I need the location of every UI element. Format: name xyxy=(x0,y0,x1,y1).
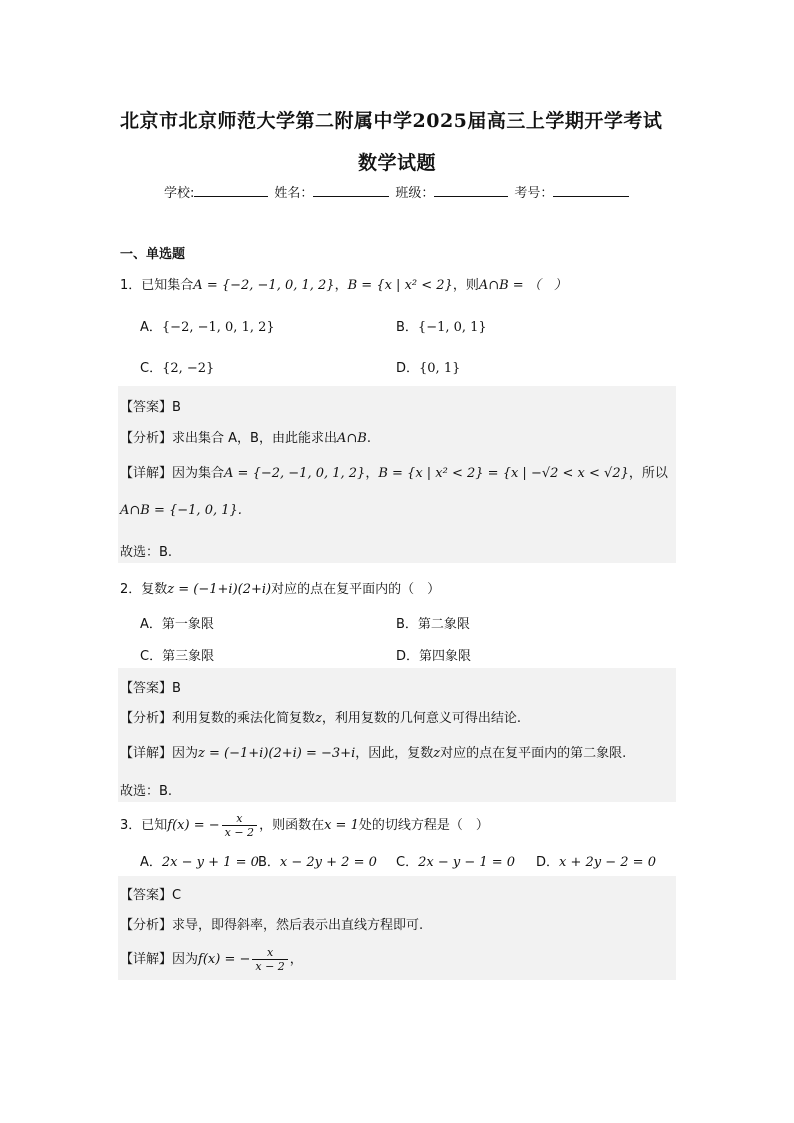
analysis-text: 利用复数的乘法化简复数 xyxy=(172,711,316,726)
conclusion-1: 故选：B. xyxy=(120,545,173,560)
number-field[interactable] xyxy=(553,184,629,197)
name-label: 姓名： xyxy=(274,186,314,201)
option-text: 第一象限 xyxy=(161,617,214,632)
answer-label: 【答案】 xyxy=(120,888,173,903)
answer-label: 【答案】 xyxy=(120,400,173,415)
question-text: ，则函数在 xyxy=(259,818,325,833)
option-letter: D． xyxy=(396,361,420,376)
detail-math-a: A = {−2, −1, 0, 1, 2} xyxy=(224,466,366,481)
analysis-line-2 xyxy=(120,707,521,726)
detail-text: 因为 xyxy=(172,746,199,761)
option-d[interactable] xyxy=(396,645,471,664)
detail-math-fraction xyxy=(252,946,287,973)
math-point: x = 1 xyxy=(324,818,359,833)
detail-result-1 xyxy=(120,503,242,518)
detail-text: 因为集合 xyxy=(172,466,225,481)
option-text: x + 2y − 2 = 0 xyxy=(559,855,656,870)
question-text: 已知 xyxy=(141,818,168,833)
option-letter: D． xyxy=(536,855,560,870)
solution-box-2 xyxy=(118,668,676,802)
option-text: 2x − y − 1 = 0 xyxy=(418,855,516,870)
option-letter: A． xyxy=(140,617,162,632)
analysis-end: . xyxy=(366,431,371,446)
math-function: f(x) = − xyxy=(167,818,220,833)
analysis-math: A∩B xyxy=(336,431,367,446)
name-field[interactable] xyxy=(313,184,389,197)
detail-math-z: z xyxy=(433,746,441,761)
separator: ， xyxy=(334,278,348,293)
detail-text: 因为 xyxy=(172,952,199,967)
detail-label: 【详解】 xyxy=(120,746,173,761)
detail-math-function: f(x) = − xyxy=(198,952,251,967)
option-letter: C． xyxy=(396,855,419,870)
school-field[interactable] xyxy=(194,184,268,197)
answer-value: C xyxy=(172,888,182,903)
option-letter: B． xyxy=(396,617,418,632)
math-set-a: A = {−2, −1, 0, 1, 2} xyxy=(193,278,335,293)
analysis-text: ，利用复数的几何意义可得出结论. xyxy=(321,711,522,726)
fraction-numerator: x xyxy=(236,812,243,825)
detail-label: 【详解】 xyxy=(120,466,173,481)
analysis-line-1 xyxy=(120,427,371,446)
page-subtitle: 数学试题 xyxy=(358,152,437,174)
detail-line-3 xyxy=(120,946,303,973)
answer-line-3 xyxy=(120,884,181,903)
detail-line-2 xyxy=(120,742,626,761)
option-text: x − 2y + 2 = 0 xyxy=(279,855,377,870)
option-text: 第四象限 xyxy=(419,649,472,664)
question-2 xyxy=(120,578,440,597)
analysis-label: 【分析】 xyxy=(120,918,173,933)
answer-value: B xyxy=(172,400,181,415)
option-text: {−1, 0, 1} xyxy=(417,320,487,335)
option-b[interactable] xyxy=(258,851,377,870)
analysis-math: z xyxy=(315,711,322,726)
answer-line-2 xyxy=(120,677,181,696)
analysis-text: 求出集合 A，B，由此能求出 xyxy=(172,431,337,446)
option-b[interactable] xyxy=(396,613,470,632)
option-text: {2, −2} xyxy=(162,361,215,376)
detail-text: ，所以 xyxy=(628,466,668,481)
conclusion-2: 故选：B. xyxy=(120,784,173,799)
class-label: 班级： xyxy=(395,186,435,201)
analysis-label: 【分析】 xyxy=(120,431,173,446)
analysis-label: 【分析】 xyxy=(120,711,173,726)
option-c[interactable] xyxy=(140,645,214,664)
question-text: 对应的点在复平面内的（ ） xyxy=(271,582,441,597)
question-1 xyxy=(120,274,567,293)
option-a[interactable] xyxy=(140,613,214,632)
option-text: {−2, −1, 0, 1, 2} xyxy=(161,320,275,335)
answer-line-1 xyxy=(120,396,181,415)
option-text: 第三象限 xyxy=(162,649,215,664)
page-title: 北京市北京师范大学第二附属中学2025届高三上学期开学考试 xyxy=(120,110,663,132)
option-text: {0, 1} xyxy=(419,361,461,376)
math-fraction xyxy=(222,812,257,839)
detail-text: ，因此，复数 xyxy=(355,746,434,761)
student-info-row xyxy=(164,182,635,201)
number-label: 考号： xyxy=(514,186,554,201)
question-number: 2． xyxy=(120,582,142,597)
option-letter: A． xyxy=(140,855,162,870)
analysis-text: 求导，即得斜率，然后表示出直线方程即可. xyxy=(172,918,424,933)
option-letter: D． xyxy=(396,649,420,664)
section-title: 一、单选题 xyxy=(120,247,186,262)
analysis-line-3 xyxy=(120,914,423,933)
school-label: 学校: xyxy=(164,186,195,201)
question-text: 处的切线方程是（ ） xyxy=(358,818,489,833)
question-number: 3． xyxy=(120,818,142,833)
option-letter: B． xyxy=(396,320,418,335)
question-text: ，则 xyxy=(452,278,479,293)
option-d[interactable] xyxy=(396,357,460,376)
math-set-b: B = {x | x² < 2} xyxy=(347,278,453,293)
question-text: 已知集合 xyxy=(141,278,194,293)
option-c[interactable] xyxy=(396,851,515,870)
option-text: 第二象限 xyxy=(417,617,470,632)
detail-math-result: A∩B = {−1, 0, 1}. xyxy=(120,503,242,518)
detail-text: 对应的点在复平面内的第二象限. xyxy=(440,746,627,761)
fraction-denominator: x − 2 xyxy=(222,825,257,839)
math-ask: A∩B = （ ） xyxy=(478,278,567,293)
option-b[interactable] xyxy=(396,316,487,335)
question-number: 1． xyxy=(120,278,142,293)
detail-line-1 xyxy=(120,462,668,481)
detail-label: 【详解】 xyxy=(120,952,173,967)
answer-label: 【答案】 xyxy=(120,681,173,696)
option-letter: B． xyxy=(258,855,280,870)
detail-math: z = (−1+i)(2+i) = −3+i xyxy=(198,746,356,761)
math-expression: z = (−1+i)(2+i) xyxy=(167,582,272,597)
question-text: 复数 xyxy=(141,582,168,597)
option-a[interactable] xyxy=(140,851,259,870)
separator: ， xyxy=(365,466,379,481)
answer-value: B xyxy=(172,681,181,696)
detail-text: ， xyxy=(289,952,303,967)
question-3 xyxy=(120,812,489,839)
fraction-numerator: x xyxy=(266,946,274,959)
option-a[interactable] xyxy=(140,316,275,335)
class-field[interactable] xyxy=(434,184,508,197)
option-c[interactable] xyxy=(140,357,214,376)
option-d[interactable] xyxy=(536,851,656,870)
detail-math-b: B = {x | x² < 2} = {x | −√2 < x < √2} xyxy=(378,466,629,481)
option-text: 2x − y + 1 = 0 xyxy=(161,855,259,870)
option-letter: C． xyxy=(140,649,163,664)
fraction-denominator: x − 2 xyxy=(252,959,287,973)
option-letter: A． xyxy=(140,320,162,335)
option-letter: C． xyxy=(140,361,163,376)
